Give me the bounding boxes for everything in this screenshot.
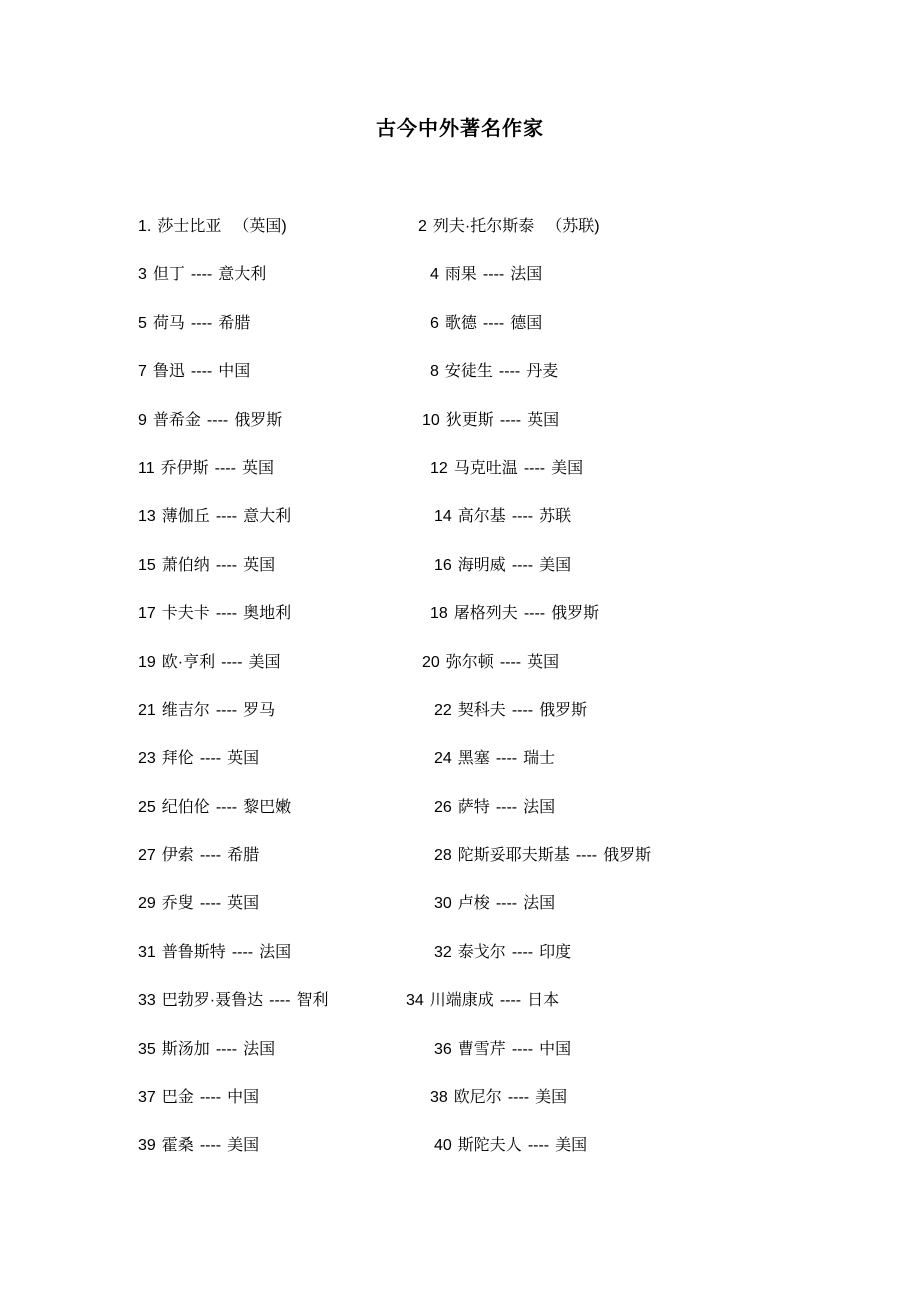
entry-separator: ---- — [199, 895, 222, 913]
entry-name: 巴勃罗·聂鲁达 — [161, 992, 264, 1010]
author-entry — [398, 1122, 587, 1170]
author-entry — [138, 832, 398, 880]
entry-country: 美国 — [539, 556, 572, 574]
entry-country: 智利 — [296, 992, 329, 1010]
entry-country: 英国 — [527, 411, 560, 429]
entry-number: 19 — [138, 653, 156, 671]
entry-country: 俄罗斯 — [234, 411, 283, 429]
list-item — [138, 735, 860, 783]
entry-country: （苏联) — [546, 218, 600, 235]
entry-country: 罗马 — [243, 701, 276, 719]
list-item — [138, 1122, 860, 1170]
author-entry — [138, 880, 398, 928]
entry-separator: ---- — [215, 605, 238, 623]
entry-name: 黑塞 — [457, 750, 490, 768]
entry-country: 中国 — [218, 363, 251, 381]
entry-country: 美国 — [248, 653, 281, 671]
page-title: 古今中外著名作家 — [376, 118, 544, 140]
entry-number: 8 — [430, 363, 439, 381]
author-entry — [398, 590, 599, 638]
entry-separator: ---- — [215, 508, 238, 526]
author-entry — [398, 687, 587, 735]
entry-separator: ---- — [199, 750, 222, 768]
entry-number: 31 — [138, 943, 156, 961]
entry-number: 10 — [422, 411, 440, 429]
author-entry — [398, 977, 559, 1025]
author-entry — [138, 493, 398, 541]
entry-separator: ---- — [495, 798, 518, 816]
entry-separator: ---- — [190, 266, 213, 284]
entry-separator: ---- — [499, 992, 522, 1010]
list-item — [138, 397, 860, 445]
entry-country: 丹麦 — [526, 363, 559, 381]
entry-separator: ---- — [206, 411, 229, 429]
entry-country: 奥地利 — [243, 605, 292, 623]
entry-country: 美国 — [535, 1089, 568, 1107]
author-entry — [138, 929, 398, 977]
entry-separator: ---- — [499, 653, 522, 671]
author-entry — [138, 735, 398, 783]
list-item — [138, 639, 860, 687]
author-entry — [398, 348, 558, 396]
entry-separator: ---- — [482, 266, 505, 284]
entry-separator: ---- — [231, 943, 254, 961]
entry-country: 希腊 — [218, 314, 251, 332]
entry-name: 普鲁斯特 — [161, 943, 226, 961]
entry-name: 欧尼尔 — [453, 1089, 502, 1107]
entry-number: 39 — [138, 1137, 156, 1155]
entry-number: 37 — [138, 1089, 156, 1107]
entry-separator: ---- — [199, 1137, 222, 1155]
entry-separator: ---- — [499, 411, 522, 429]
author-entry — [398, 639, 559, 687]
author-entry — [398, 493, 571, 541]
author-entry — [138, 1074, 398, 1122]
author-entry — [138, 1122, 398, 1170]
entry-separator: ---- — [511, 943, 534, 961]
entry-name: 雨果 — [444, 266, 477, 284]
entry-number: 25 — [138, 798, 156, 816]
entry-name: 鲁迅 — [152, 363, 185, 381]
entry-number: 9 — [138, 411, 147, 429]
entry-country: 法国 — [523, 895, 556, 913]
entry-name: 斯陀夫人 — [457, 1137, 522, 1155]
entry-name: 高尔基 — [457, 508, 506, 526]
author-entry — [398, 929, 571, 977]
entry-country: 英国 — [243, 556, 276, 574]
entry-country: 德国 — [510, 314, 543, 332]
list-item — [138, 493, 860, 541]
entry-number: 33 — [138, 992, 156, 1010]
entry-name: 卡夫卡 — [161, 605, 210, 623]
entry-country: 法国 — [523, 798, 556, 816]
entry-number: 15 — [138, 556, 156, 574]
entry-name: 萨特 — [457, 798, 490, 816]
entry-separator: ---- — [199, 847, 222, 865]
entry-number: 11 — [138, 459, 155, 477]
author-entry — [398, 880, 555, 928]
entry-country: 意大利 — [243, 508, 292, 526]
entry-country: 俄罗斯 — [539, 701, 588, 719]
entry-country: 法国 — [259, 943, 292, 961]
author-entry — [398, 251, 542, 299]
entry-country: 印度 — [539, 943, 572, 961]
author-entry — [138, 590, 398, 638]
entry-number: 20 — [422, 653, 440, 671]
entry-country: 黎巴嫩 — [243, 798, 292, 816]
entry-separator: ---- — [511, 508, 534, 526]
entry-number: 6 — [430, 314, 439, 332]
list-item — [138, 348, 860, 396]
author-entry — [398, 784, 555, 832]
entry-country: 美国 — [227, 1137, 260, 1155]
entry-country: 法国 — [243, 1040, 276, 1058]
entry-name: 海明威 — [457, 556, 506, 574]
entry-name: 泰戈尔 — [457, 943, 506, 961]
entry-name: 维吉尔 — [161, 701, 210, 719]
entry-number: 40 — [434, 1137, 452, 1155]
entry-number: 30 — [434, 895, 452, 913]
entry-separator: ---- — [269, 992, 291, 1010]
entry-country: 瑞士 — [523, 750, 556, 768]
entry-name: 薄伽丘 — [161, 508, 210, 526]
entry-country: 英国 — [527, 653, 560, 671]
entry-separator: ---- — [511, 701, 534, 719]
entry-number: 7 — [138, 363, 147, 381]
list-item — [138, 832, 860, 880]
entry-separator: ---- — [507, 1089, 530, 1107]
entry-number: 29 — [138, 895, 156, 913]
entry-name: 普希金 — [152, 411, 201, 429]
entry-country: 中国 — [539, 1040, 572, 1058]
list-item — [138, 880, 860, 928]
entry-number: 26 — [434, 798, 452, 816]
entry-name: 拜伦 — [161, 750, 194, 768]
entry-number: 35 — [138, 1040, 156, 1058]
author-entry — [398, 832, 651, 880]
entry-separator: ---- — [199, 1089, 222, 1107]
entry-name: 斯汤加 — [161, 1040, 210, 1058]
entry-name: 荷马 — [152, 314, 185, 332]
list-item — [138, 203, 860, 251]
list-item — [138, 300, 860, 348]
author-entry — [398, 397, 559, 445]
list-item — [138, 590, 860, 638]
entry-country: 俄罗斯 — [551, 605, 600, 623]
entry-number: 23 — [138, 750, 156, 768]
entry-name: 乔伊斯 — [160, 459, 209, 477]
entry-separator: ---- — [575, 847, 598, 865]
author-entry — [138, 687, 398, 735]
entry-name: 伊索 — [161, 847, 194, 865]
entry-separator: ---- — [482, 314, 505, 332]
entry-country: 英国 — [227, 750, 260, 768]
entry-number: 4 — [430, 266, 439, 284]
author-entry — [398, 445, 583, 493]
author-entry — [398, 542, 571, 590]
entry-separator: ---- — [498, 363, 521, 381]
entry-name: 川端康成 — [429, 992, 494, 1010]
entry-country: 中国 — [227, 1089, 260, 1107]
entry-separator: ---- — [215, 1040, 238, 1058]
entry-name: 但丁 — [152, 266, 185, 284]
entry-name: 莎士比亚 — [157, 218, 222, 235]
entry-number: 22 — [434, 701, 452, 719]
list-item — [138, 687, 860, 735]
entry-country: （英国) — [233, 218, 287, 235]
list-item — [138, 542, 860, 590]
author-entry — [138, 1026, 398, 1074]
entry-separator: ---- — [190, 363, 213, 381]
author-entry — [398, 203, 600, 251]
entry-separator: ---- — [527, 1137, 550, 1155]
author-entry — [138, 542, 398, 590]
author-entry — [398, 735, 555, 783]
entry-name: 弥尔顿 — [445, 653, 494, 671]
entry-name: 列夫·托尔斯泰 — [432, 218, 535, 235]
author-entry — [398, 1074, 567, 1122]
entry-number: 1. — [138, 218, 152, 235]
entry-name: 乔叟 — [161, 895, 194, 913]
entry-name: 巴金 — [161, 1089, 194, 1107]
entry-separator: ---- — [523, 605, 546, 623]
entry-separator: ---- — [511, 1040, 534, 1058]
entry-number: 38 — [430, 1089, 448, 1107]
entry-separator: ---- — [214, 459, 236, 477]
author-entry — [398, 1026, 571, 1074]
entry-name: 狄更斯 — [445, 411, 494, 429]
author-entry — [138, 348, 398, 396]
entry-number: 13 — [138, 508, 156, 526]
entry-separator: ---- — [215, 798, 238, 816]
entry-name: 欧·亨利 — [161, 653, 216, 671]
entry-separator: ---- — [495, 750, 518, 768]
entry-country: 苏联 — [539, 508, 572, 526]
entry-country: 英国 — [241, 459, 274, 477]
entry-number: 5 — [138, 314, 147, 332]
entry-separator: ---- — [511, 556, 534, 574]
entry-separator: ---- — [221, 653, 243, 671]
entry-name: 霍桑 — [161, 1137, 194, 1155]
entry-name: 曹雪芹 — [457, 1040, 506, 1058]
entry-number: 18 — [430, 605, 448, 623]
entry-country: 法国 — [510, 266, 543, 284]
entry-separator: ---- — [495, 895, 518, 913]
entry-name: 契科夫 — [457, 701, 506, 719]
entry-country: 日本 — [527, 992, 560, 1010]
entry-country: 希腊 — [227, 847, 260, 865]
author-entry — [138, 639, 398, 687]
author-list — [0, 203, 920, 1171]
entry-country: 意大利 — [218, 266, 267, 284]
author-entry — [138, 203, 398, 251]
entry-name: 纪伯伦 — [161, 798, 210, 816]
entry-name: 马克吐温 — [453, 459, 518, 477]
list-item — [138, 784, 860, 832]
entry-number: 17 — [138, 605, 156, 623]
list-item — [138, 1026, 860, 1074]
author-entry — [138, 397, 398, 445]
list-item — [138, 251, 860, 299]
entry-number: 24 — [434, 750, 452, 768]
author-entry — [138, 251, 398, 299]
entry-number: 34 — [406, 992, 424, 1010]
entry-name: 萧伯纳 — [161, 556, 210, 574]
author-entry — [138, 300, 398, 348]
entry-number: 12 — [430, 459, 448, 477]
entry-separator: ---- — [523, 459, 546, 477]
list-item — [138, 977, 860, 1025]
list-item — [138, 929, 860, 977]
entry-number: 2 — [418, 218, 427, 235]
entry-country: 俄罗斯 — [603, 847, 652, 865]
entry-name: 屠格列夫 — [453, 605, 518, 623]
entry-country: 美国 — [551, 459, 584, 477]
author-entry — [138, 977, 398, 1025]
entry-number: 32 — [434, 943, 452, 961]
entry-country: 英国 — [227, 895, 260, 913]
entry-separator: ---- — [215, 701, 238, 719]
entry-name: 陀斯妥耶夫斯基 — [457, 847, 570, 865]
author-entry — [138, 445, 398, 493]
entry-name: 歌德 — [444, 314, 477, 332]
author-entry — [398, 300, 542, 348]
entry-number: 16 — [434, 556, 452, 574]
list-item — [138, 1074, 860, 1122]
author-entry — [138, 784, 398, 832]
entry-country: 美国 — [555, 1137, 588, 1155]
entry-separator: ---- — [215, 556, 238, 574]
entry-number: 21 — [138, 701, 156, 719]
entry-number: 27 — [138, 847, 156, 865]
entry-number: 3 — [138, 266, 147, 284]
entry-number: 36 — [434, 1040, 452, 1058]
entry-name: 卢梭 — [457, 895, 490, 913]
entry-name: 安徒生 — [444, 363, 493, 381]
list-item — [138, 445, 860, 493]
entry-number: 14 — [434, 508, 452, 526]
entry-separator: ---- — [190, 314, 213, 332]
entry-number: 28 — [434, 847, 452, 865]
